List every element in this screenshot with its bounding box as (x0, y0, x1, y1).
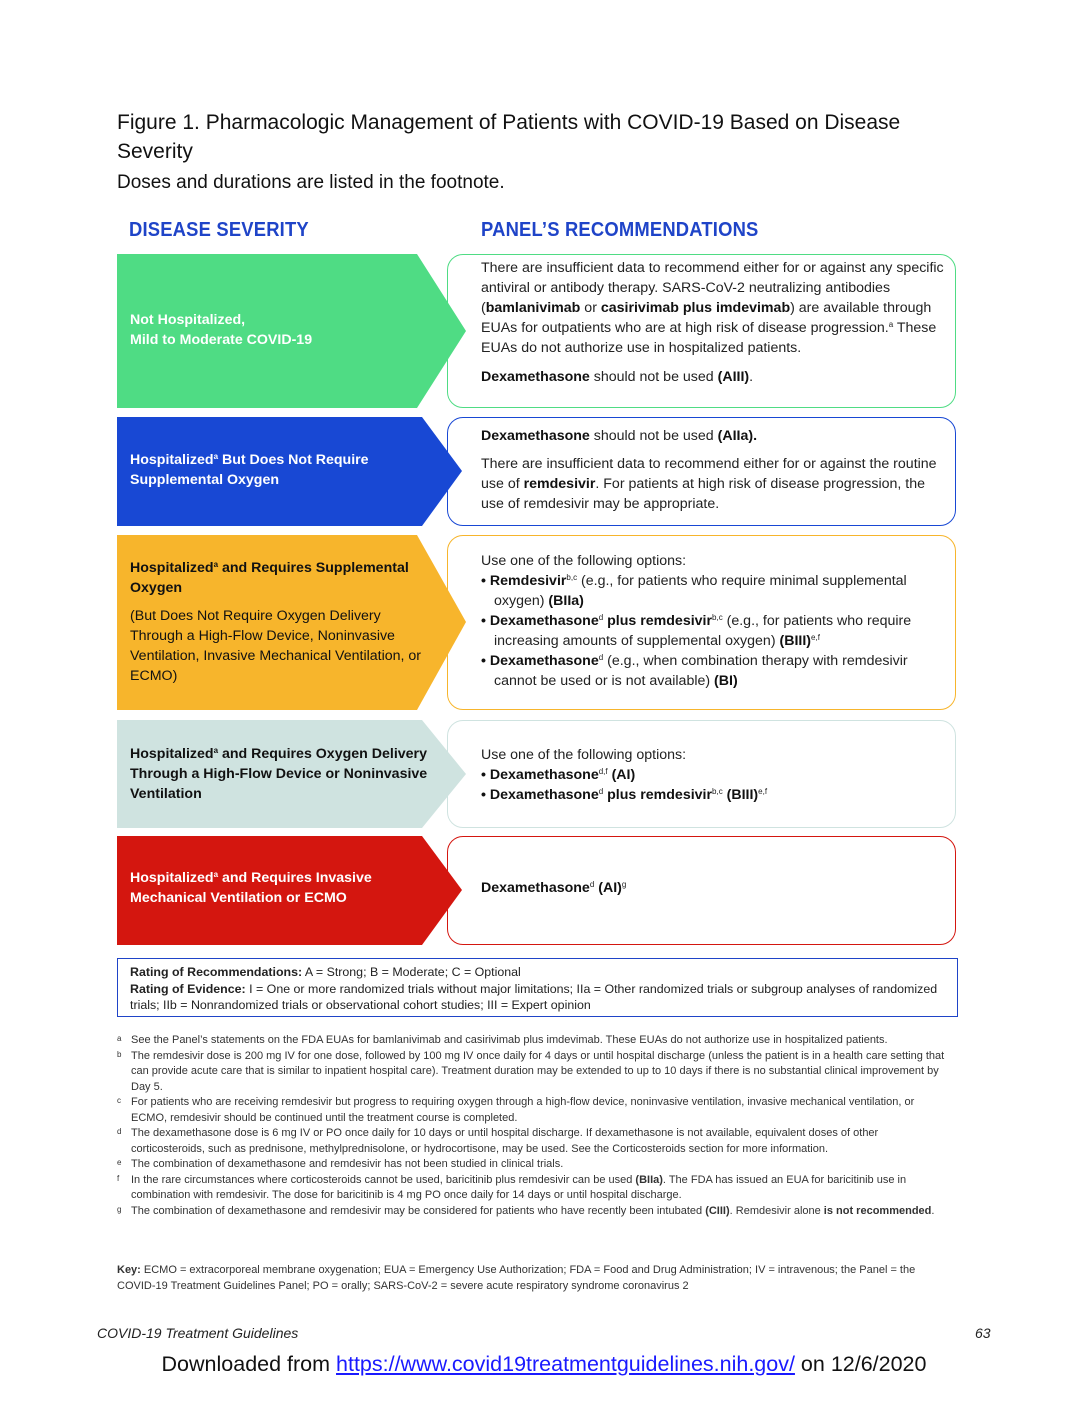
rating-evidence-text: I = One or more randomized trials without major limitations; IIa = Other randomized trials or subgroup analyses of randomized trials; IIb = Nonrandomized trials or observational cohort studies; III = Expert opinion (130, 981, 938, 1012)
figure-subtitle: Doses and durations are listed in the footnote. (117, 172, 505, 193)
footnote-item: b The remdesivir dose is 200 mg IV for one dose, followed by 100 mg IV once daily for 4 days or until hospital discharge (unless the patient is in a health care setting that can provide acute care that is similar to inpatient hospital care). Treatment duration may be extended to up to 10 days if there is no substantial clinical improvement by Day 5. (117, 1049, 945, 1093)
footnotes (117, 1033, 952, 1219)
severity-label-line1: Not Hospitalized, (130, 312, 246, 328)
severity-row-high-flow (117, 720, 958, 828)
severity-label: Hospitalized$^a$ and Requires Supplemental Oxygen (But Does Not Require Oxygen Delivery Through a High-Flow Device, Noninvasive Ventilation, Invasive Mechanical Ventilation, or ECMO) (130, 558, 430, 686)
recommendation-text: Use one of the following options: • Remdesivir$^{b,c}$ (e.g., for patients who require minimal supplemental oxygen) (BIIa) • Dexamethasone$^d$ plus remdesivir$^{b,c}$ (e.g., for patients who require increasing amounts of supplemental oxygen) (BIII)$^{e,f}$ • Dexamethasone$^d$ (e.g., when combination therapy with remdesivir cannot be used or is not available) (BI) (481, 551, 951, 691)
option-item: • Dexamethasone$^d$ (e.g., when combination therapy with remdesivir cannot be used or is not available) (BI) (481, 653, 908, 689)
recommendation-text: There are insufficient data to recommend either for or against any specific antiviral or antibody therapy. SARS-CoV-2 neutralizing antibodies (bamlanivimab or casirivimab plus imdevimab) are available through EUAs for outpatients who are at high risk of disease progression.$^a$ These EUAs do not authorize use in hospitalized patients. Dexamethasone should not be used (AIII). (481, 260, 944, 385)
footnote-item: c For patients who are receiving remdesivir but progress to requiring oxygen through a high-flow device, noninvasive ventilation, invasive mechanical ventilation, or ECMO, remdesivir should be continued until the treatment course is completed. (117, 1096, 915, 1124)
recommendation-text: Dexamethasone$^d$ (AI)$^g$ (481, 880, 627, 896)
footnote-item: a See the Panel’s statements on the FDA EUAs for bamlanivimab and casirivimab plus imdevimab. These EUAs do not authorize use in hospitalized patients. (117, 1034, 888, 1046)
source-link[interactable]: https://www.covid19treatmentguidelines.nih.gov/ (336, 1352, 795, 1376)
severity-row-not-hospitalized (117, 254, 958, 408)
column-heading-severity: DISEASE SEVERITY (129, 219, 309, 241)
column-heading-recommendations: PANEL’S RECOMMENDATIONS (481, 219, 759, 241)
footnote-item: f In the rare circumstances where corticosteroids cannot be used, baricitinib plus remdesivir can be used (BIIa). The FDA has issued an EUA for baricitinib use in combination with remdesivir. The dose for baricitinib is 4 mg PO once daily for 14 days or until hospital discharge. (117, 1173, 907, 1201)
abbreviation-key (117, 1263, 952, 1294)
key-label: Key: (117, 1264, 141, 1276)
severity-row-hospitalized-oxygen (117, 535, 958, 710)
rating-recommendations-label: Rating of Recommendations: (130, 965, 303, 979)
option-item: • Dexamethasone$^d$ plus remdesivir$^{b,c}$ (BIII)$^{e,f}$ (481, 787, 768, 803)
key-text: ECMO = extracorporeal membrane oxygenation; EUA = Emergency Use Authorization; FDA = Food and Drug Administration; IV = intravenous; the Panel = the COVID-19 Treatment Guidelines Panel; PO = orally; SARS-CoV-2 = severe acute respiratory syndrome coronavirus 2 (117, 1264, 916, 1292)
footer-document-title: COVID-19 Treatment Guidelines (97, 1325, 299, 1341)
recommendation-text: Dexamethasone should not be used (AIIa). There are insufficient data to recommend either for or against the routine use of remdesivir. For patients at high risk of disease progression, the use of remdesivir may be appropriate. (481, 428, 937, 512)
rating-evidence-label: Rating of Evidence: (130, 981, 246, 996)
rating-legend-box (117, 958, 958, 1017)
footnote-item: g The combination of dexamethasone and remdesivir may be considered for patients who have recently been intubated (CIII). Remdesivir alone is not recommended. (117, 1204, 935, 1217)
option-item: • Dexamethasone$^d$ plus remdesivir$^{b,c}$ (e.g., for patients who require increasing amounts of supplemental oxygen) (BIII)$^{e,f}$ (481, 613, 912, 649)
download-notice: Downloaded from https://www.covid19treatmentguidelines.nih.gov/ on 12/6/2020 (161, 1352, 927, 1376)
severity-label (130, 310, 430, 350)
page-number: 63 (975, 1325, 991, 1341)
footnote-item: e The combination of dexamethasone and remdesivir has not been studied in clinical trials. (117, 1158, 564, 1170)
severity-label: Hospitalized$^a$ But Does Not Require Supplemental Oxygen (130, 452, 369, 488)
footnote-item: d The dexamethasone dose is 6 mg IV or PO once daily for 10 days or until hospital discharge. If dexamethasone is not available, equivalent doses of other corticosteroids, such as prednisone, methylprednisolone, or hydrocortisone, may be used. See the Corticosteroids section for more information. (117, 1127, 879, 1155)
option-item: • Remdesivir$^{b,c}$ (e.g., for patients who require minimal supplemental oxygen) (BIIa) (481, 573, 907, 609)
rating-recommendations-text: A = Strong; B = Moderate; C = Optional (302, 965, 521, 979)
severity-row-invasive-ventilation (117, 836, 958, 945)
recommendation-text: Use one of the following options: • Dexamethasone$^{d,f}$ (AI) • Dexamethasone$^d$ plus remdesivir$^{b,c}$ (BIII)$^{e,f}$ (481, 745, 951, 805)
option-item: • Dexamethasone$^{d,f}$ (AI) (481, 767, 636, 783)
severity-label-line2: Mild to Moderate COVID-19 (130, 332, 313, 348)
figure-title: Figure 1. Pharmacologic Management of Patients with COVID-19 Based on Disease Severity (117, 111, 901, 163)
severity-row-hospitalized-no-oxygen (117, 417, 958, 526)
severity-note: (But Does Not Require Oxygen Delivery Through a High-Flow Device, Noninvasive Ventilation, Invasive Mechanical Ventilation, or ECMO) (130, 608, 422, 684)
severity-label: Hospitalized$^a$ and Requires Oxygen Delivery Through a High-Flow Device or Noninvasive Ventilation (130, 746, 428, 802)
severity-label: Hospitalized$^a$ and Requires Invasive Mechanical Ventilation or ECMO (130, 870, 372, 906)
